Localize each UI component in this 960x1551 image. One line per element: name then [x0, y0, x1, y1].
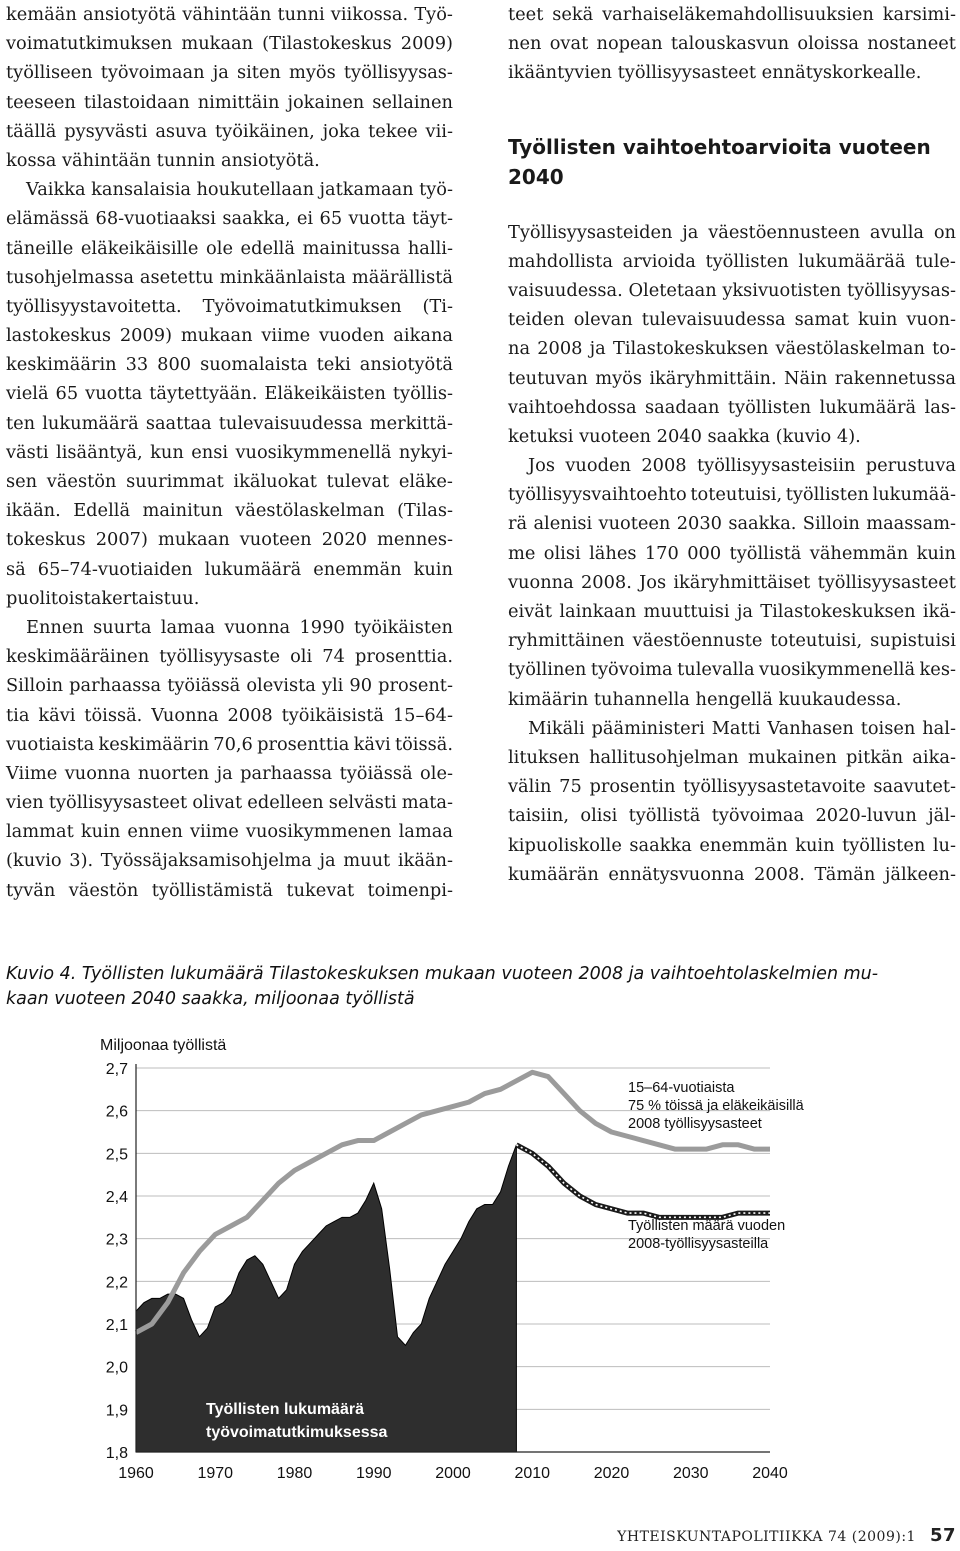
text-line: kimäärin tuhannella hengellä kuukaudessa. — [508, 688, 902, 710]
text-line: täneille eläkeikäisille ole edellä mainitussa halli- — [6, 237, 453, 259]
y-tick-label: 2,7 — [105, 1061, 128, 1078]
text-line: teet sekä varhaiseläkemahdollisuuksien karsimi- — [508, 4, 956, 25]
text-line: me olisi lähes 170 000 työllistä vähemmän kuin — [508, 542, 956, 564]
text-line: kossa vähintään tunnin ansiotyötä. — [6, 149, 320, 171]
text-line: keskimäärin 33 800 suomalaista teki ansiotyötä — [6, 354, 453, 376]
text-line: tokeskus 2007) mukaan vuoteen 2020 mennes- — [6, 529, 453, 551]
annotation-75-percent: 2008 työllisyysasteet — [628, 1116, 762, 1132]
area-label: työvoimatutkimuksessa — [206, 1424, 388, 1441]
page-number: 57 — [929, 1525, 956, 1546]
left-text-column — [6, 0, 453, 905]
annotation-75-percent: 75 % töissä ja eläkeikäisillä — [628, 1098, 804, 1114]
text-line: vuotiaista keskimäärin 70,6 prosenttia kävi töissä. — [6, 733, 453, 755]
employment-chart — [0, 1020, 960, 1490]
text-line: täällä pysyvästi asuva työikäinen, joka tekee vii- — [6, 120, 453, 142]
text-line: teiden olevan tulevaisuudessa samat kuin vuon- — [508, 309, 956, 331]
chart-svg — [0, 1020, 960, 1490]
figure-caption — [6, 962, 956, 1012]
text-line: voimatutkimuksen mukaan (Tilastokeskus 2009) — [6, 33, 453, 55]
text-line: mahdollista arvioida työllisten lukumäärää tule- — [508, 250, 956, 272]
text-line: sä 65–74-vuotiaiden lukumäärä enemmän kuin — [6, 558, 453, 580]
page-footer — [560, 1525, 956, 1546]
text-line: elämässä 68-vuotiaaksi saakka, ei 65 vuotta täyt- — [6, 208, 453, 230]
text-line: työlliseen työvoimaan ja siten myös työllisyysas- — [6, 62, 453, 84]
text-line: tia kävi töissä. Vuonna 2008 työikäisistä 15–64- — [6, 704, 453, 726]
text-line: lituksen hallitusohjelman mukainen pitkän aika- — [508, 746, 956, 768]
right-text-column — [508, 0, 956, 889]
y-tick-label: 2,3 — [105, 1231, 128, 1249]
x-tick-label: 2000 — [435, 1465, 471, 1482]
section-heading — [508, 132, 956, 192]
text-line: ketuksi vuoteen 2040 saakka (kuvio 4). — [508, 425, 861, 447]
x-tick-label: 2040 — [752, 1465, 788, 1482]
y-tick-label: 2,0 — [105, 1359, 128, 1377]
text-line: Silloin parhaassa työiässä olevista yli 90 prosent- — [6, 675, 453, 697]
text-line: lastokeskus 2009) mukaan viime vuoden aikana — [6, 325, 453, 347]
text-line: ryhmittäinen väestöennuste toteutuisi, supistuisi — [508, 630, 956, 652]
figure-caption-line-1: Kuvio 4. Työllisten lukumäärä Tilastokeskuksen mukaan vuoteen 2008 ja vaihtoehtolaskelmien mu- — [6, 964, 879, 984]
text-line: eivät lainkaan muuttuisi ja Tilastokeskuksen ikä- — [508, 601, 956, 622]
text-line: työllisyysvaihtoehto toteutuisi, työllisten lukumää- — [508, 484, 956, 506]
text-line: Viime vuonna nuorten ja parhaassa työiässä ole- — [6, 762, 453, 784]
text-line: puolitoistakertaistuu. — [6, 587, 200, 609]
text-line: teeseen tilastoidaan nimittäin jokainen sellainen — [6, 91, 453, 113]
x-tick-label: 1960 — [118, 1465, 154, 1482]
text-line: (kuvio 3). Työssäjaksamisohjelma ja muut ikään- — [6, 850, 453, 872]
section-heading-line-1: Työllisten vaihtoehtoarvioita vuoteen — [508, 134, 931, 159]
text-line: välin 75 prosentin työllisyysastetavoite saavutet- — [508, 776, 956, 798]
text-line: ikääntyvien työllisyysasteet ennätyskorkealle. — [508, 62, 922, 84]
text-line: tusohjelmassa asetettu minkäänlaista määrällistä — [6, 266, 453, 288]
text-line: ten lukumäärä saattaa tulevaisuudessa merkittä- — [6, 412, 453, 434]
text-line: keskimääräinen työllisyysaste oli 74 prosenttia. — [6, 646, 453, 668]
x-tick-label: 1990 — [355, 1465, 392, 1482]
y-tick-label: 2,6 — [105, 1103, 128, 1121]
text-line: ikään. Edellä mainitun väestölaskelman (Tilas- — [6, 500, 453, 522]
text-line: sen väestön suurimmat ikäluokat tulevat eläke- — [6, 471, 453, 492]
figure-caption-line-2: kaan vuoteen 2040 saakka, miljoonaa työllistä — [6, 989, 415, 1009]
annotation-75-percent: 15–64-vuotiaista — [628, 1080, 735, 1096]
x-tick-label: 1970 — [197, 1465, 234, 1482]
y-tick-label: 1,9 — [105, 1402, 128, 1420]
text-line: lammat kuin ennen viime vuosikymmenen lamaa — [6, 821, 453, 843]
text-line: kumäärän ennätysvuonna 2008. Tämän jälkeen- — [508, 863, 956, 885]
text-line: Jos vuoden 2008 työllisyysasteisiin perustuva — [528, 455, 956, 477]
text-line: rä alenisi vuoteen 2030 saakka. Silloin maassam- — [508, 513, 956, 535]
text-line: Mikäli pääministeri Matti Vanhasen toisen hal- — [528, 717, 956, 739]
text-line: vielä 65 vuotta täytettyään. Eläkeikäisten työllis- — [6, 383, 453, 405]
text-line: vaihtoehdossa saadaan työllisten lukumäärä las- — [508, 396, 956, 418]
y-axis-label: Miljoonaa työllistä — [100, 1037, 227, 1054]
line-series-2008-rates — [516, 1145, 770, 1218]
text-line: na 2008 ja Tilastokeskuksen väestölaskelman to- — [508, 338, 956, 360]
annotation-2008-rates: 2008-työllisyysasteilla — [628, 1236, 769, 1252]
y-tick-label: 1,8 — [105, 1445, 128, 1462]
text-line: vien työllisyysasteet olivat edelleen selvästi mata- — [6, 792, 453, 814]
x-tick-label: 2020 — [593, 1465, 630, 1482]
text-line: taisiin, olisi työllistä työvoimaa 2020-luvun jäl- — [508, 805, 956, 827]
text-line: tyvän väestön työllistämistä tukevat toimenpi- — [6, 879, 453, 901]
text-line: kemään ansiotyötä vähintään tunni viikossa. Työ- — [6, 4, 453, 25]
line-series-2008-rates-dots — [516, 1145, 770, 1218]
y-tick-label: 2,2 — [105, 1274, 128, 1292]
text-line: työllinen työvoima tulevalla vuosikymmenellä kes- — [508, 659, 956, 681]
y-tick-label: 2,4 — [105, 1189, 128, 1206]
area-label: Työllisten lukumäärä — [206, 1401, 364, 1418]
text-line: vuonna 2008. Jos ikäryhmittäiset työllisyysasteet — [508, 571, 956, 593]
journal-name: YHTEISKUNTAPOLITIIKKA 74 (2009):1 — [617, 1529, 916, 1545]
x-tick-label: 1980 — [276, 1465, 313, 1482]
text-line: kipuoliskolle saakka enemmän kuin työllisten lu- — [508, 834, 956, 856]
text-line: vaisuudessa. Oletetaan yksivuotisten työllisyysas- — [508, 279, 956, 301]
x-tick-label: 2010 — [514, 1465, 551, 1482]
text-line: västi lisääntyä, kun ensi vuosikymmenellä nykyi- — [6, 441, 453, 463]
text-line: työllisyystavoitetta. Työvoimatutkimuksen (Ti- — [6, 295, 453, 317]
text-line: teutuvan myös ikäryhmittäin. Näin rakennetussa — [508, 367, 956, 389]
text-line: Vaikka kansalaisia houkutellaan jatkamaan työ- — [26, 179, 453, 201]
y-tick-label: 2,1 — [105, 1317, 128, 1334]
x-tick-label: 2030 — [672, 1465, 709, 1482]
text-line: nen ovat nopean talouskasvun oloissa nostaneet — [508, 33, 956, 55]
annotation-2008-rates: Työllisten määrä vuoden — [628, 1218, 786, 1234]
section-heading-line-2: 2040 — [508, 164, 564, 189]
text-line: Työllisyysasteiden ja väestöennusteen avulla on — [508, 221, 956, 243]
y-tick-label: 2,5 — [105, 1146, 128, 1164]
text-line: Ennen suurta lamaa vuonna 1990 työikäisten — [26, 616, 453, 638]
